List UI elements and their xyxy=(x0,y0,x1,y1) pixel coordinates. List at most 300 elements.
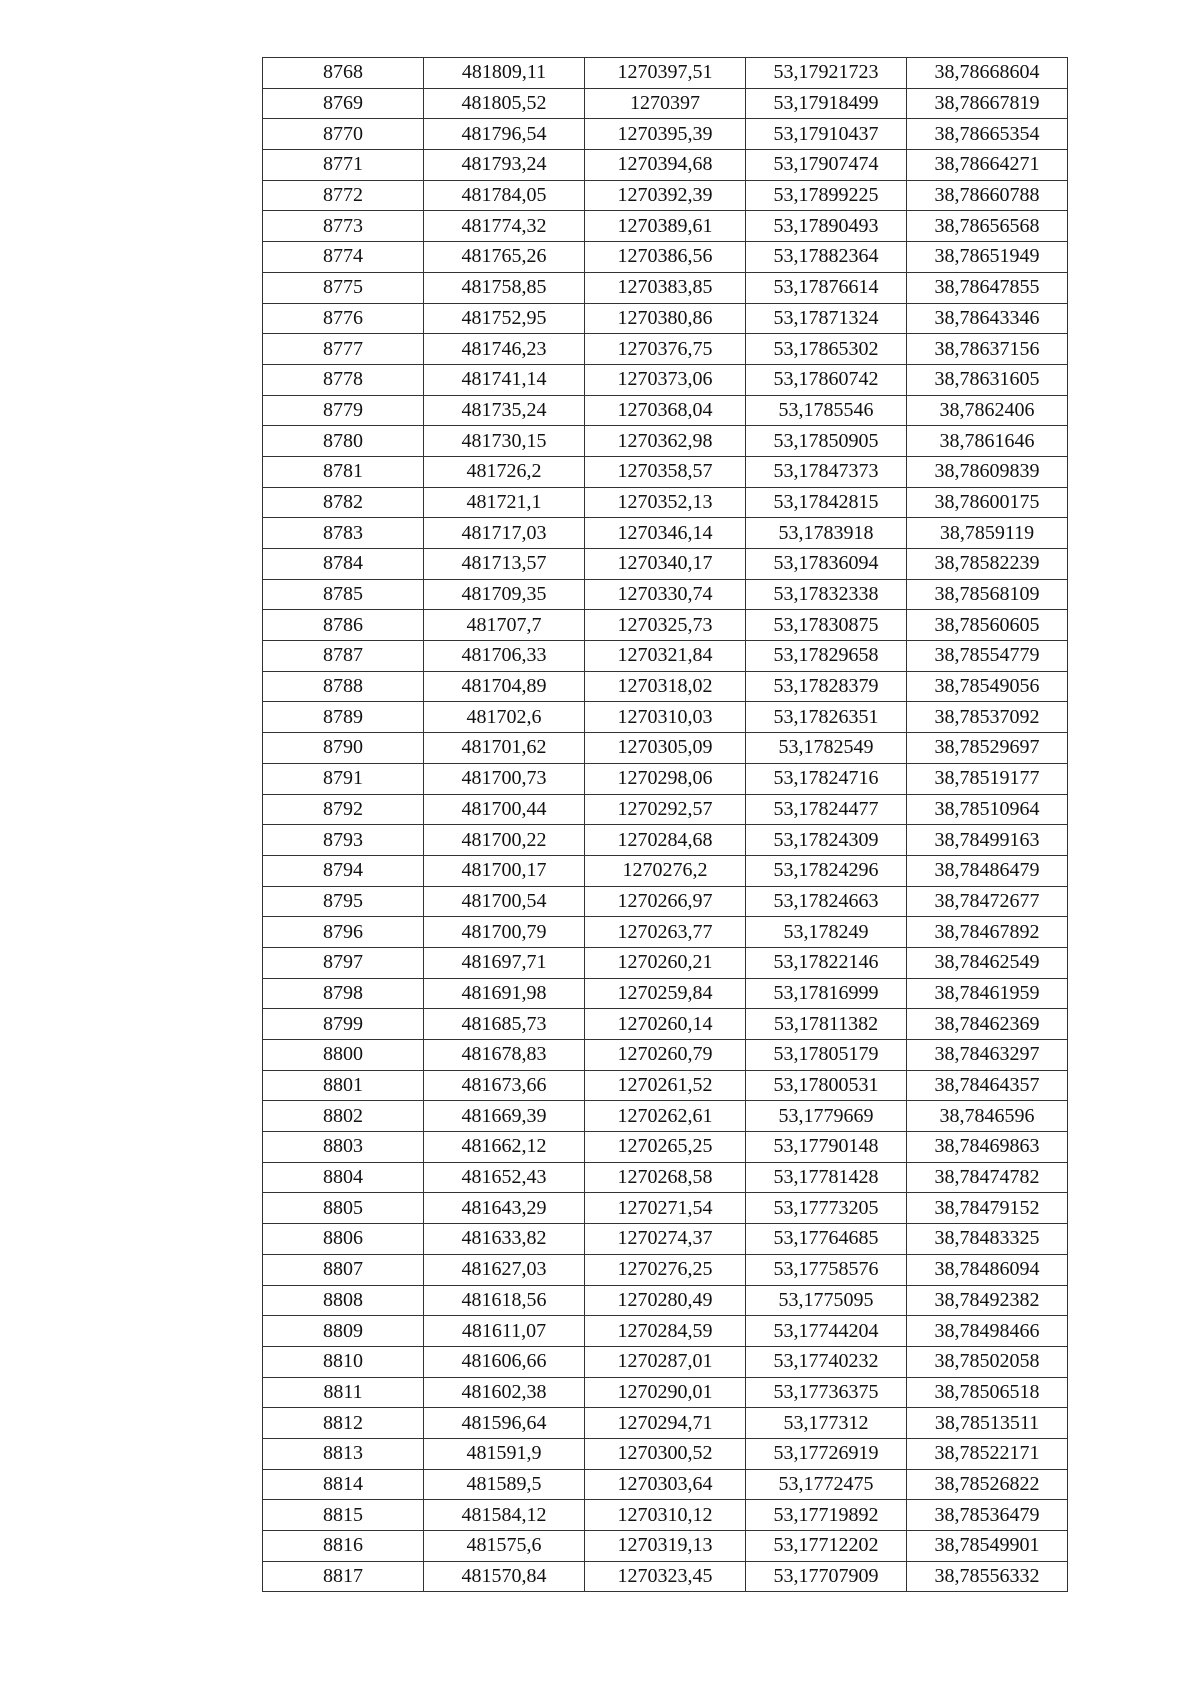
table-row xyxy=(263,1469,1068,1500)
table-row xyxy=(263,1254,1068,1285)
y-coordinate-cell: 1270352,13 xyxy=(585,487,746,518)
longitude-cell: 38,78664271 xyxy=(907,150,1068,181)
x-coordinate-cell: 481709,35 xyxy=(424,579,585,610)
point-number-cell: 8771 xyxy=(263,150,424,181)
y-coordinate-cell: 1270323,45 xyxy=(585,1561,746,1592)
table-row xyxy=(263,1561,1068,1592)
longitude-cell: 38,78486479 xyxy=(907,855,1068,886)
table-row xyxy=(263,978,1068,1009)
x-coordinate-cell: 481730,15 xyxy=(424,426,585,457)
y-coordinate-cell: 1270280,49 xyxy=(585,1285,746,1316)
longitude-cell: 38,78519177 xyxy=(907,763,1068,794)
table-row xyxy=(263,1132,1068,1163)
longitude-cell: 38,7846596 xyxy=(907,1101,1068,1132)
longitude-cell: 38,78522171 xyxy=(907,1438,1068,1469)
x-coordinate-cell: 481796,54 xyxy=(424,119,585,150)
longitude-cell: 38,78474782 xyxy=(907,1162,1068,1193)
latitude-cell: 53,17850905 xyxy=(746,426,907,457)
latitude-cell: 53,17800531 xyxy=(746,1070,907,1101)
table-row xyxy=(263,1162,1068,1193)
table-row xyxy=(263,702,1068,733)
longitude-cell: 38,78643346 xyxy=(907,303,1068,334)
table-row xyxy=(263,487,1068,518)
point-number-cell: 8793 xyxy=(263,825,424,856)
y-coordinate-cell: 1270330,74 xyxy=(585,579,746,610)
x-coordinate-cell: 481575,6 xyxy=(424,1531,585,1562)
point-number-cell: 8800 xyxy=(263,1040,424,1071)
latitude-cell: 53,17910437 xyxy=(746,119,907,150)
latitude-cell: 53,17918499 xyxy=(746,88,907,119)
x-coordinate-cell: 481700,17 xyxy=(424,855,585,886)
table-row xyxy=(263,150,1068,181)
y-coordinate-cell: 1270389,61 xyxy=(585,211,746,242)
y-coordinate-cell: 1270383,85 xyxy=(585,272,746,303)
y-coordinate-cell: 1270303,64 xyxy=(585,1469,746,1500)
longitude-cell: 38,78549056 xyxy=(907,671,1068,702)
latitude-cell: 53,17832338 xyxy=(746,579,907,610)
longitude-cell: 38,78660788 xyxy=(907,180,1068,211)
latitude-cell: 53,1772475 xyxy=(746,1469,907,1500)
table-row xyxy=(263,1101,1068,1132)
latitude-cell: 53,17781428 xyxy=(746,1162,907,1193)
y-coordinate-cell: 1270284,68 xyxy=(585,825,746,856)
point-number-cell: 8812 xyxy=(263,1408,424,1439)
y-coordinate-cell: 1270294,71 xyxy=(585,1408,746,1439)
x-coordinate-cell: 481701,62 xyxy=(424,733,585,764)
point-number-cell: 8802 xyxy=(263,1101,424,1132)
y-coordinate-cell: 1270310,12 xyxy=(585,1500,746,1531)
point-number-cell: 8788 xyxy=(263,671,424,702)
point-number-cell: 8807 xyxy=(263,1254,424,1285)
table-row xyxy=(263,855,1068,886)
point-number-cell: 8804 xyxy=(263,1162,424,1193)
x-coordinate-cell: 481669,39 xyxy=(424,1101,585,1132)
point-number-cell: 8817 xyxy=(263,1561,424,1592)
point-number-cell: 8778 xyxy=(263,364,424,395)
x-coordinate-cell: 481721,1 xyxy=(424,487,585,518)
latitude-cell: 53,1775095 xyxy=(746,1285,907,1316)
x-coordinate-cell: 481700,44 xyxy=(424,794,585,825)
longitude-cell: 38,78486094 xyxy=(907,1254,1068,1285)
latitude-cell: 53,177312 xyxy=(746,1408,907,1439)
y-coordinate-cell: 1270380,86 xyxy=(585,303,746,334)
x-coordinate-cell: 481758,85 xyxy=(424,272,585,303)
latitude-cell: 53,17736375 xyxy=(746,1377,907,1408)
point-number-cell: 8792 xyxy=(263,794,424,825)
point-number-cell: 8785 xyxy=(263,579,424,610)
x-coordinate-cell: 481685,73 xyxy=(424,1009,585,1040)
x-coordinate-cell: 481570,84 xyxy=(424,1561,585,1592)
x-coordinate-cell: 481602,38 xyxy=(424,1377,585,1408)
table-row xyxy=(263,58,1068,89)
table-row xyxy=(263,1500,1068,1531)
y-coordinate-cell: 1270373,06 xyxy=(585,364,746,395)
table-row xyxy=(263,518,1068,549)
longitude-cell: 38,78499163 xyxy=(907,825,1068,856)
y-coordinate-cell: 1270368,04 xyxy=(585,395,746,426)
longitude-cell: 38,78631605 xyxy=(907,364,1068,395)
latitude-cell: 53,17824477 xyxy=(746,794,907,825)
point-number-cell: 8803 xyxy=(263,1132,424,1163)
point-number-cell: 8783 xyxy=(263,518,424,549)
point-number-cell: 8769 xyxy=(263,88,424,119)
latitude-cell: 53,17824309 xyxy=(746,825,907,856)
table-row xyxy=(263,364,1068,395)
latitude-cell: 53,17790148 xyxy=(746,1132,907,1163)
y-coordinate-cell: 1270287,01 xyxy=(585,1346,746,1377)
latitude-cell: 53,17726919 xyxy=(746,1438,907,1469)
x-coordinate-cell: 481589,5 xyxy=(424,1469,585,1500)
x-coordinate-cell: 481584,12 xyxy=(424,1500,585,1531)
x-coordinate-cell: 481606,66 xyxy=(424,1346,585,1377)
y-coordinate-cell: 1270292,57 xyxy=(585,794,746,825)
latitude-cell: 53,17828379 xyxy=(746,671,907,702)
point-number-cell: 8805 xyxy=(263,1193,424,1224)
table-row xyxy=(263,303,1068,334)
latitude-cell: 53,17907474 xyxy=(746,150,907,181)
point-number-cell: 8801 xyxy=(263,1070,424,1101)
point-number-cell: 8799 xyxy=(263,1009,424,1040)
point-number-cell: 8813 xyxy=(263,1438,424,1469)
x-coordinate-cell: 481673,66 xyxy=(424,1070,585,1101)
y-coordinate-cell: 1270271,54 xyxy=(585,1193,746,1224)
x-coordinate-cell: 481746,23 xyxy=(424,334,585,365)
point-number-cell: 8797 xyxy=(263,947,424,978)
table-row xyxy=(263,1377,1068,1408)
x-coordinate-cell: 481591,9 xyxy=(424,1438,585,1469)
latitude-cell: 53,17824716 xyxy=(746,763,907,794)
x-coordinate-cell: 481618,56 xyxy=(424,1285,585,1316)
longitude-cell: 38,78537092 xyxy=(907,702,1068,733)
longitude-cell: 38,78464357 xyxy=(907,1070,1068,1101)
table-row xyxy=(263,1408,1068,1439)
latitude-cell: 53,17707909 xyxy=(746,1561,907,1592)
x-coordinate-cell: 481691,98 xyxy=(424,978,585,1009)
longitude-cell: 38,78554779 xyxy=(907,641,1068,672)
x-coordinate-cell: 481706,33 xyxy=(424,641,585,672)
table-row xyxy=(263,1438,1068,1469)
latitude-cell: 53,17811382 xyxy=(746,1009,907,1040)
x-coordinate-cell: 481784,05 xyxy=(424,180,585,211)
latitude-cell: 53,17836094 xyxy=(746,549,907,580)
point-number-cell: 8789 xyxy=(263,702,424,733)
latitude-cell: 53,17712202 xyxy=(746,1531,907,1562)
x-coordinate-cell: 481704,89 xyxy=(424,671,585,702)
latitude-cell: 53,17822146 xyxy=(746,947,907,978)
table-row xyxy=(263,1285,1068,1316)
latitude-cell: 53,17899225 xyxy=(746,180,907,211)
y-coordinate-cell: 1270263,77 xyxy=(585,917,746,948)
x-coordinate-cell: 481752,95 xyxy=(424,303,585,334)
latitude-cell: 53,17719892 xyxy=(746,1500,907,1531)
y-coordinate-cell: 1270260,21 xyxy=(585,947,746,978)
y-coordinate-cell: 1270376,75 xyxy=(585,334,746,365)
point-number-cell: 8790 xyxy=(263,733,424,764)
x-coordinate-cell: 481726,2 xyxy=(424,456,585,487)
point-number-cell: 8794 xyxy=(263,855,424,886)
y-coordinate-cell: 1270392,39 xyxy=(585,180,746,211)
x-coordinate-cell: 481697,71 xyxy=(424,947,585,978)
longitude-cell: 38,78609839 xyxy=(907,456,1068,487)
longitude-cell: 38,78463297 xyxy=(907,1040,1068,1071)
point-number-cell: 8781 xyxy=(263,456,424,487)
longitude-cell: 38,78656568 xyxy=(907,211,1068,242)
table-row xyxy=(263,456,1068,487)
latitude-cell: 53,17921723 xyxy=(746,58,907,89)
y-coordinate-cell: 1270268,58 xyxy=(585,1162,746,1193)
latitude-cell: 53,17826351 xyxy=(746,702,907,733)
coordinates-table-body xyxy=(263,58,1068,1592)
latitude-cell: 53,17773205 xyxy=(746,1193,907,1224)
longitude-cell: 38,78506518 xyxy=(907,1377,1068,1408)
longitude-cell: 38,78668604 xyxy=(907,58,1068,89)
table-row xyxy=(263,733,1068,764)
y-coordinate-cell: 1270260,14 xyxy=(585,1009,746,1040)
y-coordinate-cell: 1270395,39 xyxy=(585,119,746,150)
y-coordinate-cell: 1270346,14 xyxy=(585,518,746,549)
x-coordinate-cell: 481741,14 xyxy=(424,364,585,395)
point-number-cell: 8773 xyxy=(263,211,424,242)
latitude-cell: 53,17744204 xyxy=(746,1316,907,1347)
point-number-cell: 8808 xyxy=(263,1285,424,1316)
table-row xyxy=(263,1070,1068,1101)
y-coordinate-cell: 1270276,25 xyxy=(585,1254,746,1285)
y-coordinate-cell: 1270325,73 xyxy=(585,610,746,641)
latitude-cell: 53,17860742 xyxy=(746,364,907,395)
x-coordinate-cell: 481662,12 xyxy=(424,1132,585,1163)
x-coordinate-cell: 481765,26 xyxy=(424,242,585,273)
latitude-cell: 53,178249 xyxy=(746,917,907,948)
point-number-cell: 8791 xyxy=(263,763,424,794)
longitude-cell: 38,78462549 xyxy=(907,947,1068,978)
y-coordinate-cell: 1270261,52 xyxy=(585,1070,746,1101)
point-number-cell: 8784 xyxy=(263,549,424,580)
x-coordinate-cell: 481809,11 xyxy=(424,58,585,89)
longitude-cell: 38,78479152 xyxy=(907,1193,1068,1224)
longitude-cell: 38,78568109 xyxy=(907,579,1068,610)
point-number-cell: 8774 xyxy=(263,242,424,273)
y-coordinate-cell: 1270321,84 xyxy=(585,641,746,672)
y-coordinate-cell: 1270397,51 xyxy=(585,58,746,89)
longitude-cell: 38,78560605 xyxy=(907,610,1068,641)
table-row xyxy=(263,671,1068,702)
latitude-cell: 53,1785546 xyxy=(746,395,907,426)
point-number-cell: 8787 xyxy=(263,641,424,672)
longitude-cell: 38,78502058 xyxy=(907,1346,1068,1377)
longitude-cell: 38,78665354 xyxy=(907,119,1068,150)
table-row xyxy=(263,641,1068,672)
latitude-cell: 53,17764685 xyxy=(746,1224,907,1255)
y-coordinate-cell: 1270394,68 xyxy=(585,150,746,181)
y-coordinate-cell: 1270290,01 xyxy=(585,1377,746,1408)
point-number-cell: 8772 xyxy=(263,180,424,211)
point-number-cell: 8798 xyxy=(263,978,424,1009)
longitude-cell: 38,78526822 xyxy=(907,1469,1068,1500)
x-coordinate-cell: 481652,43 xyxy=(424,1162,585,1193)
point-number-cell: 8816 xyxy=(263,1531,424,1562)
x-coordinate-cell: 481774,32 xyxy=(424,211,585,242)
point-number-cell: 8786 xyxy=(263,610,424,641)
point-number-cell: 8809 xyxy=(263,1316,424,1347)
point-number-cell: 8779 xyxy=(263,395,424,426)
table-row xyxy=(263,334,1068,365)
table-row xyxy=(263,1346,1068,1377)
latitude-cell: 53,17890493 xyxy=(746,211,907,242)
longitude-cell: 38,78510964 xyxy=(907,794,1068,825)
point-number-cell: 8776 xyxy=(263,303,424,334)
latitude-cell: 53,17865302 xyxy=(746,334,907,365)
longitude-cell: 38,78556332 xyxy=(907,1561,1068,1592)
table-row xyxy=(263,119,1068,150)
table-row xyxy=(263,947,1068,978)
y-coordinate-cell: 1270284,59 xyxy=(585,1316,746,1347)
table-row xyxy=(263,1009,1068,1040)
point-number-cell: 8811 xyxy=(263,1377,424,1408)
latitude-cell: 53,17842815 xyxy=(746,487,907,518)
y-coordinate-cell: 1270274,37 xyxy=(585,1224,746,1255)
x-coordinate-cell: 481643,29 xyxy=(424,1193,585,1224)
longitude-cell: 38,7861646 xyxy=(907,426,1068,457)
x-coordinate-cell: 481611,07 xyxy=(424,1316,585,1347)
table-row xyxy=(263,1316,1068,1347)
y-coordinate-cell: 1270318,02 xyxy=(585,671,746,702)
y-coordinate-cell: 1270262,61 xyxy=(585,1101,746,1132)
point-number-cell: 8770 xyxy=(263,119,424,150)
x-coordinate-cell: 481700,73 xyxy=(424,763,585,794)
y-coordinate-cell: 1270319,13 xyxy=(585,1531,746,1562)
longitude-cell: 38,78492382 xyxy=(907,1285,1068,1316)
table-row xyxy=(263,763,1068,794)
table-row xyxy=(263,211,1068,242)
point-number-cell: 8814 xyxy=(263,1469,424,1500)
longitude-cell: 38,78647855 xyxy=(907,272,1068,303)
latitude-cell: 53,17830875 xyxy=(746,610,907,641)
y-coordinate-cell: 1270276,2 xyxy=(585,855,746,886)
point-number-cell: 8782 xyxy=(263,487,424,518)
y-coordinate-cell: 1270397 xyxy=(585,88,746,119)
y-coordinate-cell: 1270340,17 xyxy=(585,549,746,580)
point-number-cell: 8810 xyxy=(263,1346,424,1377)
latitude-cell: 53,17829658 xyxy=(746,641,907,672)
latitude-cell: 53,17824663 xyxy=(746,886,907,917)
longitude-cell: 38,78582239 xyxy=(907,549,1068,580)
longitude-cell: 38,78462369 xyxy=(907,1009,1068,1040)
y-coordinate-cell: 1270265,25 xyxy=(585,1132,746,1163)
longitude-cell: 38,78549901 xyxy=(907,1531,1068,1562)
point-number-cell: 8795 xyxy=(263,886,424,917)
x-coordinate-cell: 481678,83 xyxy=(424,1040,585,1071)
latitude-cell: 53,1779669 xyxy=(746,1101,907,1132)
table-row xyxy=(263,426,1068,457)
longitude-cell: 38,78651949 xyxy=(907,242,1068,273)
latitude-cell: 53,17740232 xyxy=(746,1346,907,1377)
latitude-cell: 53,17847373 xyxy=(746,456,907,487)
longitude-cell: 38,78667819 xyxy=(907,88,1068,119)
y-coordinate-cell: 1270298,06 xyxy=(585,763,746,794)
point-number-cell: 8768 xyxy=(263,58,424,89)
y-coordinate-cell: 1270300,52 xyxy=(585,1438,746,1469)
longitude-cell: 38,78513511 xyxy=(907,1408,1068,1439)
table-row xyxy=(263,272,1068,303)
x-coordinate-cell: 481700,79 xyxy=(424,917,585,948)
x-coordinate-cell: 481702,6 xyxy=(424,702,585,733)
table-row xyxy=(263,88,1068,119)
y-coordinate-cell: 1270266,97 xyxy=(585,886,746,917)
x-coordinate-cell: 481627,03 xyxy=(424,1254,585,1285)
latitude-cell: 53,17816999 xyxy=(746,978,907,1009)
y-coordinate-cell: 1270358,57 xyxy=(585,456,746,487)
table-row xyxy=(263,180,1068,211)
x-coordinate-cell: 481633,82 xyxy=(424,1224,585,1255)
point-number-cell: 8815 xyxy=(263,1500,424,1531)
longitude-cell: 38,78461959 xyxy=(907,978,1068,1009)
latitude-cell: 53,17758576 xyxy=(746,1254,907,1285)
longitude-cell: 38,7859119 xyxy=(907,518,1068,549)
x-coordinate-cell: 481735,24 xyxy=(424,395,585,426)
table-row xyxy=(263,825,1068,856)
table-row xyxy=(263,395,1068,426)
longitude-cell: 38,78467892 xyxy=(907,917,1068,948)
latitude-cell: 53,17876614 xyxy=(746,272,907,303)
point-number-cell: 8777 xyxy=(263,334,424,365)
table-row xyxy=(263,1040,1068,1071)
point-number-cell: 8780 xyxy=(263,426,424,457)
longitude-cell: 38,7862406 xyxy=(907,395,1068,426)
table-row xyxy=(263,1531,1068,1562)
longitude-cell: 38,78637156 xyxy=(907,334,1068,365)
longitude-cell: 38,78469863 xyxy=(907,1132,1068,1163)
x-coordinate-cell: 481805,52 xyxy=(424,88,585,119)
y-coordinate-cell: 1270305,09 xyxy=(585,733,746,764)
y-coordinate-cell: 1270386,56 xyxy=(585,242,746,273)
latitude-cell: 53,17882364 xyxy=(746,242,907,273)
table-row xyxy=(263,917,1068,948)
point-number-cell: 8806 xyxy=(263,1224,424,1255)
longitude-cell: 38,78472677 xyxy=(907,886,1068,917)
table-row xyxy=(263,886,1068,917)
table-row xyxy=(263,1224,1068,1255)
longitude-cell: 38,78600175 xyxy=(907,487,1068,518)
latitude-cell: 53,1783918 xyxy=(746,518,907,549)
x-coordinate-cell: 481700,22 xyxy=(424,825,585,856)
latitude-cell: 53,17824296 xyxy=(746,855,907,886)
point-number-cell: 8775 xyxy=(263,272,424,303)
x-coordinate-cell: 481717,03 xyxy=(424,518,585,549)
point-number-cell: 8796 xyxy=(263,917,424,948)
x-coordinate-cell: 481596,64 xyxy=(424,1408,585,1439)
x-coordinate-cell: 481707,7 xyxy=(424,610,585,641)
table-row xyxy=(263,242,1068,273)
table-row xyxy=(263,549,1068,580)
x-coordinate-cell: 481793,24 xyxy=(424,150,585,181)
y-coordinate-cell: 1270310,03 xyxy=(585,702,746,733)
table-row xyxy=(263,1193,1068,1224)
coordinates-table xyxy=(262,57,1068,1592)
longitude-cell: 38,78536479 xyxy=(907,1500,1068,1531)
longitude-cell: 38,78529697 xyxy=(907,733,1068,764)
latitude-cell: 53,17871324 xyxy=(746,303,907,334)
latitude-cell: 53,17805179 xyxy=(746,1040,907,1071)
table-row xyxy=(263,610,1068,641)
longitude-cell: 38,78483325 xyxy=(907,1224,1068,1255)
y-coordinate-cell: 1270259,84 xyxy=(585,978,746,1009)
x-coordinate-cell: 481713,57 xyxy=(424,549,585,580)
x-coordinate-cell: 481700,54 xyxy=(424,886,585,917)
table-row xyxy=(263,579,1068,610)
table-row xyxy=(263,794,1068,825)
latitude-cell: 53,1782549 xyxy=(746,733,907,764)
y-coordinate-cell: 1270362,98 xyxy=(585,426,746,457)
